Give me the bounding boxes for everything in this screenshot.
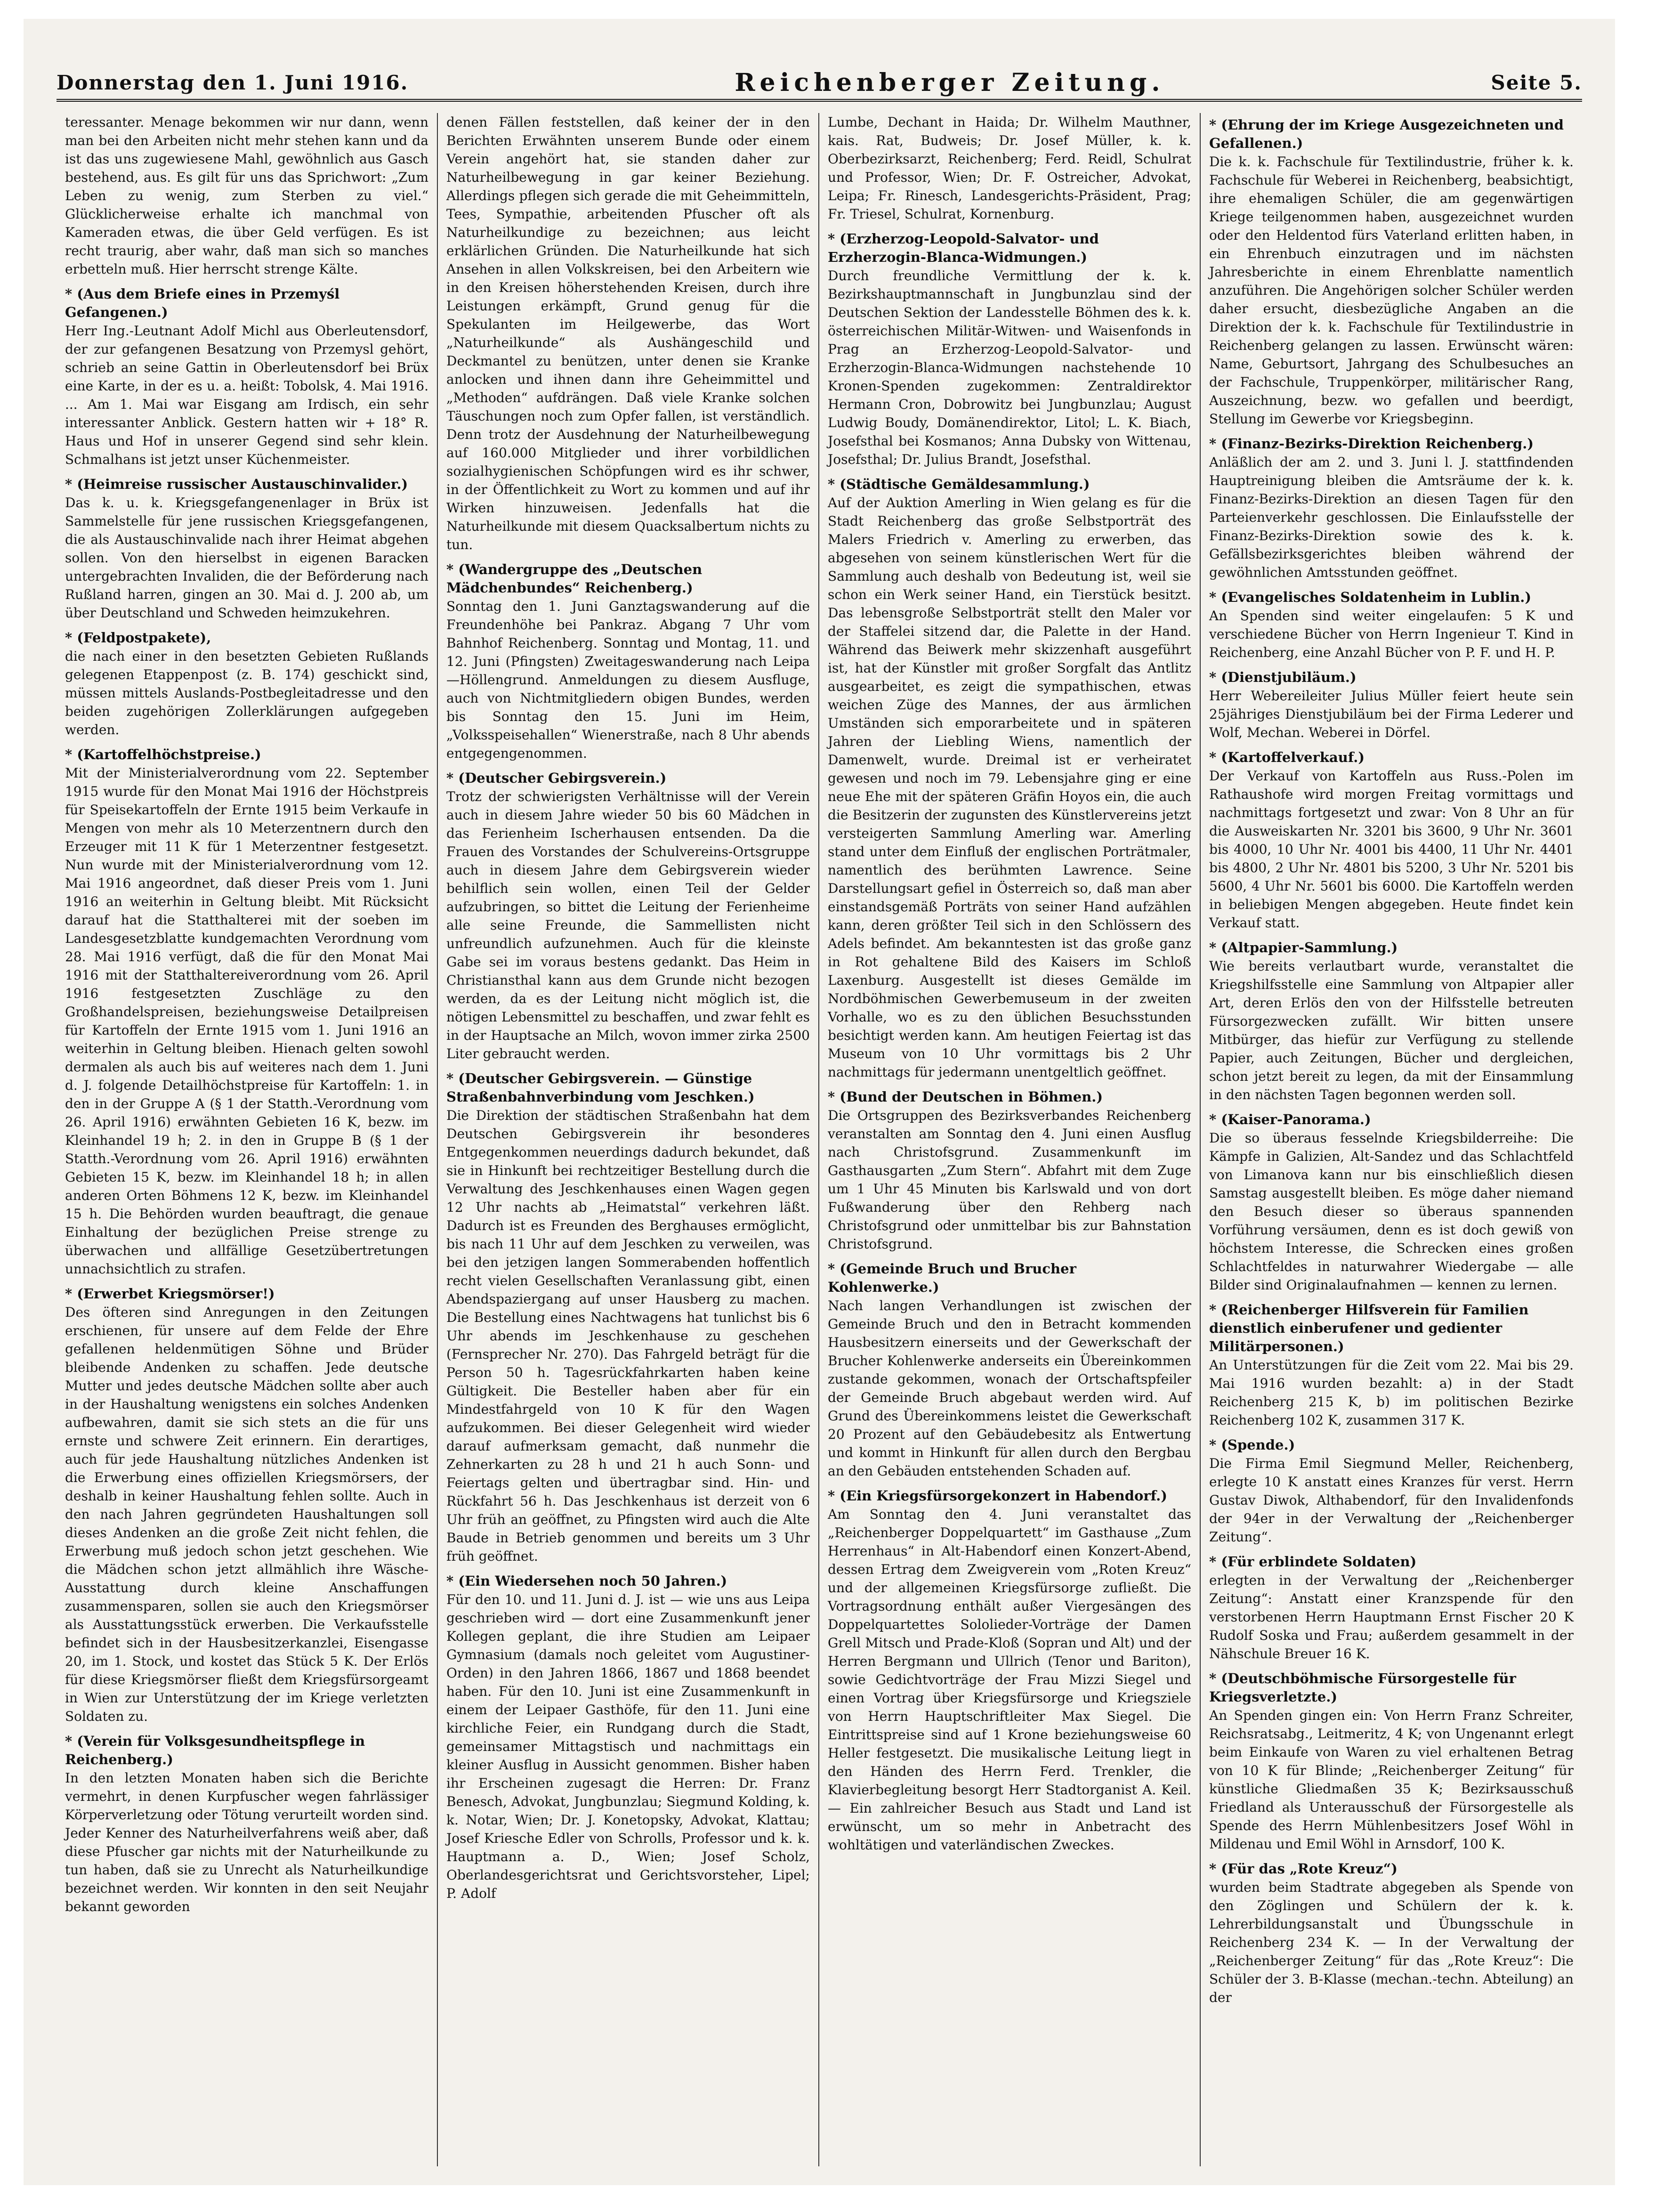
news-item-headline: * (Feldpostpakete),: [65, 630, 211, 646]
news-item-text: denen Fällen feststellen, daß keiner der in den Berichten Erwähnten unserem Bunde oder einem Verein angehört hat, sie standen daher zur Naturheilbewegung in gar keiner Beziehung. Allerdings pflegen sich gerade die mit Geheimmitteln, Tees, Sympathie, arbeitenden Pfuscher oft als Naturheilkundige zu bezeichnen; aus leicht erklärlichen Gründen. Die Naturheilkunde hat sich Ansehen in allen Volkskreisen, bei den Arbeitern wie in den Kreisen höherstehenden Kreisen, durch ihre Leistungen erkämpft, Grund genug für die Spekulanten im Heilgewerbe, das Wort „Naturheilkunde“ als Aushängeschild und Deckmantel zu benützen, unter denen sie Kranke anlocken und ihnen dann ihre Geheimmittel und „Methoden“ aufdrängen. Daß viele Kranke solchen Täuschungen noch zum Opfer fallen, ist verständlich. Denn trotz der Ausdehnung der Naturheilbewegung auf 160.000 Mitglieder und ihrer vorbildlichen sozialhygienischen Schöpfungen wird es ihr schwer, in der Öffentlichkeit zu Wort zu kommen und auf ihr Wirken hinzuweisen. Jedenfalls hat die Naturheilkunde mit diesem Quacksalbertum nichts zu tun.: [446, 114, 810, 552]
news-item-text: Nach langen Verhandlungen ist zwischen der Gemeinde Bruch und den in Betracht kommenden Hausbesitzern einerseits und der Gewerkschaft der Brucher Kohlenwerke anderseits ein Übereinkommen zustande gekommen, wonach der Ortschaftspfeiler der Gemeinde Bruch abgebaut werden wird. Auf Grund des Übereinkommens leistet die Gewerkschaft 20 Prozent auf den Gebäudebesitz als Entwertung und kommt in Hinkunft für allen durch den Bergbau an den Gebäuden entstehenden Schaden auf.: [828, 1298, 1191, 1479]
news-item: [828, 113, 1191, 223]
news-item-text: wurden beim Stadtrate abgegeben als Spende von den Zöglingen und Schülern der k. k. Lehrerbildungsanstalt und Übungsschule in Reichenberg 234 K. — In der Verwaltung der „Reichenberger Zeitung“ für das „Rote Kreuz“: Die Schüler der 3. B-Klasse (mechan.-techn. Abteilung) an der: [1209, 1880, 1574, 2005]
news-item-headline: * (Deutscher Gebirgsverein. — Günstige Straßenbahnverbindung vom Jeschken.): [446, 1070, 755, 1105]
news-item-text: An Spenden gingen ein: Von Herrn Franz Schreiter, Reichsratsabg., Leitmeritz, 4 K; von Ungenannt erlegt beim Einkaufe von Waren zu viel erhaltenen Betrag von 10 K für Blinde; „Reichenberger Zeitung“ für künstliche Gliedmaßen 35 K; Bezirksausschuß Friedland als Unterausschuß der Fürsorgestelle als Spende des Herrn Mühlenbesitzers Josef Wöhl in Mildenau und Emil Wöhl in Arnsdorf, 100 K.: [1209, 1708, 1574, 1852]
column-4: [1201, 113, 1582, 2166]
news-item-headline: * (Kartoffelhöchstpreise.): [65, 746, 261, 762]
news-item-headline: * (Reichenberger Hilfsverein für Familien dienstlich einberufener und gedienter Militärpersonen.): [1209, 1302, 1529, 1354]
newspaper-page: [24, 19, 1615, 2185]
news-item-headline: * (Deutschböhmische Fürsorgestelle für Kriegsverletzte.): [1209, 1670, 1516, 1705]
newspaper-title: Reichenberger Zeitung.: [735, 68, 1165, 97]
news-item: [446, 560, 810, 762]
news-item-headline: * (Bund der Deutschen in Böhmen.): [828, 1089, 1103, 1105]
news-item-headline: * (Finanz-Bezirks-Direktion Reichenberg.): [1209, 436, 1534, 452]
news-item: [1209, 1553, 1574, 1663]
news-item: [65, 745, 428, 1278]
news-item: [828, 1487, 1191, 1854]
news-item: [446, 769, 810, 1063]
news-item-headline: * (Für erblindete Soldaten): [1209, 1554, 1417, 1570]
news-item: [1209, 116, 1574, 428]
news-item-headline: * (Dienstjubiläum.): [1209, 669, 1357, 685]
news-item: [1209, 1110, 1574, 1294]
news-item-text: Die Firma Emil Siegmund Meller, Reichenberg, erlegte 10 K anstatt eines Kranzes für verst. Herrn Gustav Diwok, Althabendorf, für den Invalidenfonds der 94er in der Verwaltung der „Reichenberger Zeitung“.: [1209, 1456, 1574, 1545]
news-item-headline: * (Aus dem Briefe eines in Przemyśl Gefangenen.): [65, 286, 340, 320]
news-item-text: Für den 10. und 11. Juni d. J. ist — wie uns aus Leipa geschrieben wird — dort eine Zusammenkunft jener Kollegen geplant, die ihre Studien am Leipaer Gymnasium (damals noch geleitet vom Augustiner-Orden) in den Jahren 1866, 1867 und 1868 beendet haben. Für den 10. Juni ist eine Zusammenkunft in einem der Leipaer Gasthöfe, für den 11. Juni eine kirchliche Feier, ein Rundgang durch die Stadt, gemeinsamer Mittagstisch und nachmittags ein kleiner Ausflug in Aussicht genommen. Bisher haben ihr Erscheinen zugesagt die Herren: Dr. Franz Benesch, Advokat, Jungbunzlau; Siegmund Kolding, k. k. Notar, Wien; Dr. J. Konetopsky, Advokat, Klattau; Josef Kriesche Edler von Schrolls, Professor und k. k. Hauptmann a. D., Wien; Josef Scholz, Oberlandesgerichtsrat und Gerichtsvorsteher, Lipel; P. Adolf: [446, 1592, 810, 1901]
news-item: [1209, 939, 1574, 1104]
news-item-headline: * (Kartoffelverkauf.): [1209, 749, 1365, 765]
page-number: Seite 5.: [1491, 71, 1582, 94]
news-item-text: Die so überaus fesselnde Kriegsbilderreihe: Die Kämpfe in Galizien, Alt-Sandez und das Schlachtfeld von Limanova kann nur bis einschließlich diesen Samstag ausgestellt bleiben. Es möge daher niemand den Besuch dieser so überaus spannenden Vorführung versäumen, denn es ist doch gewiß von höchstem Interesse, die Schrecken eines großen Schlachtfeldes in naturwahrer Wiedergabe — alle Bilder sind Originalaufnahmen — kennen zu lernen.: [1209, 1130, 1574, 1293]
news-item-text: Herr Webereileiter Julius Müller feiert heute sein 25jähriges Dienstjubiläum bei der Firma Lederer und Wolf, Mechan. Weberei in Dörfel.: [1209, 688, 1574, 740]
news-item: [1209, 1669, 1574, 1853]
news-item-headline: * (Deutscher Gebirgsverein.): [446, 770, 667, 786]
news-item: [446, 1070, 810, 1565]
news-item: [1209, 1301, 1574, 1429]
news-item-headline: * (Ein Wiedersehen noch 50 Jahren.): [446, 1573, 727, 1589]
news-item-text: An Spenden sind weiter eingelaufen: 5 K und verschiedene Bücher von Herrn Ingenieur T. Kind in Reichenberg, eine Anzahl Bücher von P. F. und H. P.: [1209, 608, 1574, 660]
news-item: [65, 475, 428, 622]
news-item-text: Am Sonntag den 4. Juni veranstaltet das „Reichenberger Doppelquartett“ im Gasthause „Zum Herrenhaus“ in Alt-Habendorf einen Konzert-Abend, dessen Ertrag dem Zweigverein vom „Roten Kreuz“ und der allgemeinen Kriegsfürsorge zufließt. Die Vortragsordnung enthält außer Viergesängen des Doppelquartettes Sololieder-Vorträge der Damen Grell Mitsch und Prade-Kloß (Sopran und Alt) und der Herren Bergmann und Ullrich (Tenor und Bariton), sowie Gedichtvorträge der Frau Mizzi Siegel und einen Vortrag über Kriegsfürsorge und Kriegsziele von Herrn Hauptschriftleiter Max Siegel. Die Eintrittspreise sind auf 1 Krone beziehungsweise 60 Heller festgesetzt. Die musikalische Leitung liegt in den Händen des Herrn Ferd. Trenkler, die Klavierbegleitung besorgt Herr Stadtorganist A. Keil. — Ein zahlreicher Besuch aus Stadt und Land ist erwünscht, um so mehr in Anbetracht des wohltätigen und vaterländischen Zweckes.: [828, 1507, 1191, 1853]
news-item: [446, 113, 810, 554]
news-item-text: An Unterstützungen für die Zeit vom 22. Mai bis 29. Mai 1916 wurden bezahlt: a) in der Stadt Reichenberg 215 K, b) im politischen Bezirke Reichenberg 102 K, zusammen 317 K.: [1209, 1357, 1574, 1428]
column-1: [57, 113, 438, 2166]
news-item-text: Die Ortsgruppen des Bezirksverbandes Reichenberg veranstalten am Sonntag den 4. Juni einen Ausflug nach Christofsgrund. Zusammenkunft im Gasthausgarten „Zum Stern“. Abfahrt mit dem Zuge um 1 Uhr 45 Minuten bis Karlswald und von dort Fußwanderung über den Rehberg nach Christofsgrund oder unmittelbar bis zur Bahnstation Christofsgrund.: [828, 1108, 1191, 1252]
news-item: [1209, 668, 1574, 742]
news-item-headline: * (Heimreise russischer Austauschinvalider.): [65, 476, 408, 492]
news-item-headline: * (Ein Kriegsfürsorgekonzert in Habendorf.): [828, 1488, 1167, 1504]
news-item-text: teressanter. Menage bekommen wir nur dann, wenn man bei den Arbeiten nicht mehr stehen kann und da ist das uns zugewiesene Mahl, gewöhnlich aus Gasch bestehend, aus. Es gilt für uns das Sprichwort: „Zum Leben zu wenig, zum Sterben zu viel.“ Glücklicherweise erhalte ich manchmal von Kameraden etwas, die über Geld verfügen. Es ist recht traurig, aber wahr, daß man sich so manches erbetteln muß. Hier herrscht strenge Kälte.: [65, 114, 428, 277]
news-item: [1209, 588, 1574, 662]
news-item-text: Sonntag den 1. Juni Ganztagswanderung auf die Freundenhöhe bei Pankraz. Abgang 7 Uhr vom Bahnhof Reichenberg. Sonntag und Montag, 11. und 12. Juni (Pfingsten) Zweitageswanderung nach Leipa—Höllengrund. Anmeldungen zu diesem Ausfluge, auch von Nichtmitgliedern obigen Bundes, werden bis Sonntag den 15. Juni im Heim, „Volksspeisehallen“ Wienerstraße, nach 8 Uhr abends entgegengenommen.: [446, 599, 810, 761]
news-item: [65, 113, 428, 278]
news-item-headline: * (Altpapier-Sammlung.): [1209, 940, 1398, 956]
issue-date: Donnerstag den 1. Juni 1916.: [57, 71, 409, 94]
news-item-headline: * (Evangelisches Soldatenheim in Lublin.): [1209, 589, 1532, 605]
column-2: [438, 113, 819, 2166]
news-item: [1209, 748, 1574, 932]
news-item-text: Des öfteren sind Anregungen in den Zeitungen erschienen, für unsere auf dem Felde der Ehre gefallenen heldenmütigen Söhne und Brüder bleibende Andenken zu schaffen. Jede deutsche Mutter und jedes deutsche Mädchen sollte aber auch in der Haushaltung wenigstens ein solches Andenken aufbewahren, damit sie sich stets an die für uns ernste und schwere Zeit erinnern. Ein derartiges, auch für jede Haushaltung nützliches Andenken ist die Erwerbung eines offiziellen Kriegsmörsers, der deshalb in keiner Haushaltung fehlen sollte. Auch in den nach Jahren gegründeten Haushaltungen soll dieses Andenken an die große Zeit nicht fehlen, die Erwerbung muß jedoch schon jetzt geschehen. Wie die Mädchen schon jetzt allmählich ihre Wäsche-Ausstattung durch kleine Anschaffungen zusammensparen, sollen sie auch den Kriegsmörser als Ausstattungsstück erwerben. Die Verkaufsstelle befindet sich in der Hausbesitzerkanzlei, Eisengasse 20, im 1. Stock, und kostet das Stück 5 K. Der Erlös für diese Kriegsmörser fließt dem Kriegsfürsorgeamt in Wien zur Unterstützung der im Kriege verletzten Soldaten zu.: [65, 1305, 428, 1724]
news-item-text: Trotz der schwierigsten Verhältnisse will der Verein auch in diesem Jahre wieder 50 bis 60 Mädchen in das Ferienheim Ischerhausen entsenden. Da die Frauen des Vorstandes der Schulvereins-Ortsgruppe auch in diesem Jahre dem Gebirgsverein wieder behilflich sein wollen, einen Teil der Gelder aufzubringen, so bittet die Leitung der Ferienheime alle seine Freunde, die Sammellisten nicht unfreundlich aufzunehmen. Auch für die kleinste Gabe sei im voraus bestens gedankt. Das Heim in Christiansthal kann aus dem Grunde nicht bezogen werden, da es der Leitung nicht möglich ist, die nötigen Lebensmittel zu beschaffen, und zwar fehlt es in der Hauptsache an Milch, wovon immer zirka 2500 Liter gebraucht werden.: [446, 789, 810, 1061]
news-item-text: Auf der Auktion Amerling in Wien gelang es für die Stadt Reichenberg das große Selbstporträt des Malers Friedrich v. Amerling zu erwerben, das abgesehen von seinem künstlerischen Wert für die Sammlung auch deshalb von Bedeutung ist, weil sie schon ein Werk seiner Hand, ein Tierstück besitzt. Das lebensgroße Selbstporträt stellt den Maler vor der Staffelei sitzend dar, die Palette in der Hand. Während das Beiwerk mehr skizzenhaft ausgeführt ist, hat der Künstler mit großer Sorgfalt das Antlitz ausgearbeitet, es zeigt die sympathischen, etwas weichen Züge des Mannes, der aus ärmlichen Umständen sich emporarbeitete und in späteren Jahren der Liebling Wiens, namentlich der Damenwelt, wurde. Dreimal ist er verheiratet gewesen und noch im 79. Lebensjahre ging er eine neue Ehe mit der späteren Gräfin Hoyos ein, die auch die Besitzerin der zugunsten des Künstlervereins jetzt versteigerten Sammlung Amerling war. Amerling stand unter dem Einfluß der englischen Porträtmaler, namentlich des berühmten Lawrence. Seine Darstellungsart gefiel in Österreich so, daß man aber einstandsgemäß Porträts von seiner Hand aufzählen kann, deren größter Teil sich in den Schlössern des Adels befindet. Am bekanntesten ist das große ganz in Rot gehaltene Bild des Kaisers im Schloß Laxenburg. Ausgestellt ist dieses Gemälde im Nordböhmischen Gewerbemuseum in der zweiten Vorhalle, wo es zu den üblichen Besuchsstunden besichtigt werden kann. Am heutigen Feiertag ist das Museum von 10 Uhr vormittags bis 2 Uhr nachmittags für jedermann unentgeltlich geöffnet.: [828, 495, 1191, 1080]
article-columns: [57, 113, 1582, 2166]
news-item-text: erlegten in der Verwaltung der „Reichenberger Zeitung“: Anstatt einer Kranzspende für den verstorbenen Herrn Hauptmann Ernst Fischer 20 K Rudolf Soska und Frau; außerdem gesammelt in der Nähschule Breuer 16 K.: [1209, 1572, 1574, 1661]
news-item-text: Der Verkauf von Kartoffeln aus Russ.-Polen im Rathaushofe wird morgen Freitag vormittags und nachmittags fortgesetzt und zwar: Von 8 Uhr an für die Ausweiskarten Nr. 3201 bis 3600, 9 Uhr Nr. 3601 bis 4000, 10 Uhr Nr. 4001 bis 4400, 11 Uhr Nr. 4401 bis 4800, 2 Uhr Nr. 4801 bis 5200, 3 Uhr Nr. 5201 bis 5600, 4 Uhr Nr. 5601 bis 6000. Die Kartoffeln werden in beliebigen Mengen abgegeben. Heute findet kein Verkauf statt.: [1209, 768, 1574, 931]
news-item-headline: * (Gemeinde Bruch und Brucher Kohlenwerke.): [828, 1261, 1076, 1295]
news-item: [446, 1572, 810, 1903]
news-item-text: Durch freundliche Vermittlung der k. k. Bezirkshauptmannschaft in Jungbunzlau sind der Deutschen Sektion der Landesstelle Böhmen des k. k. österreichischen Militär-Witwen- und Waisenfonds in Prag an Erzherzog-Leopold-Salvator- und Erzherzogin-Blanca-Widmungen nachstehende 10 Kronen-Spenden zugekommen: Zentraldirektor Hermann Cron, Dobrowitz bei Jungbunzlau; August Ludwig Boudy, Domänendirektor, Litol; L. K. Biach, Josefsthal bei Kosmanos; Anna Dubsky von Wittenau, Josefsthal; Dr. Julius Brandt, Josefsthal.: [828, 268, 1191, 467]
news-item-headline: * (Städtische Gemäldesammlung.): [828, 476, 1090, 492]
news-item: [65, 629, 428, 739]
news-item: [1209, 1436, 1574, 1546]
news-item-text: Herr Ing.-Leutnant Adolf Michl aus Oberleutensdorf, der zur gefangenen Besatzung von Przemysl gehört, schrieb an seine Gattin in Oberleutensdorf bei Brüx eine Karte, in der es u. a. heißt: Tobolsk, 4. Mai 1916. ... Am 1. Mai war Eisgang am Irdisch, ein sehr interessanter Anblick. Gestern hatten wir + 18° R. Haus und Hof in unserer Gegend sind sehr klein. Schmalhans ist jetzt unser Küchenmeister.: [65, 323, 428, 467]
news-item: [65, 1732, 428, 1916]
news-item: [828, 475, 1191, 1081]
news-item-headline: * (Erwerbet Kriegsmörser!): [65, 1286, 275, 1302]
news-item-headline: * (Erzherzog-Leopold-Salvator- und Erzherzogin-Blanca-Widmungen.): [828, 231, 1099, 265]
news-item: [828, 1088, 1191, 1253]
news-item-text: Lumbe, Dechant in Haida; Dr. Wilhelm Mauthner, kais. Rat, Budweis; Dr. Josef Müller, k. k. Oberbezirksarzt, Reichenberg; Ferd. Reidl, Schulrat und Professor, Wien; Dr. F. Ostreicher, Advokat, Leipa; Fr. Rinesch, Landesgerichts-Präsident, Prag; Fr. Triesel, Schulrat, Kornenburg.: [828, 114, 1191, 222]
masthead: [57, 66, 1582, 102]
news-item-text: In den letzten Monaten haben sich die Berichte vermehrt, in denen Kurpfuscher wegen fahrlässiger Körperverletzung oder Tötung verurteilt worden sind. Jeder Kenner des Naturheilverfahrens weiß aber, daß diese Pfuscher gar nichts mit der Naturheilkunde zu tun haben, daß sie zu Unrecht als Naturheilkundige bezeichnet werden. Wir konnten in den seit Neujahr bekannt geworden: [65, 1770, 428, 1914]
news-item: [828, 1260, 1191, 1480]
news-item-text: Das k. u. k. Kriegsgefangenenlager in Brüx ist Sammelstelle für jene russischen Kriegsgefangenen, die als Austauschinvalide nach ihrer Heimat abgehen sollen. Von den hierselbst in eigenen Baracken untergebrachten Invaliden, die der Beförderung nach Rußland harren, gingen an 30. Mai d. J. 200 ab, um über Deutschland und Schweden heimzukehren.: [65, 495, 428, 621]
news-item-text: Die k. k. Fachschule für Textilindustrie, früher k. k. Fachschule für Weberei in Reichenberg, beabsichtigt, ihre ehemaligen Schüler, die am gegenwärtigen Kriege teilgenommen haben, ausgezeichnet wurden oder den Heldentod fürs Vaterland erlitten haben, in ein Ehrenbuch einzutragen und im nächsten Jahresberichte in einem Ehrenblatte namentlich anzuführen. Die Angehörigen solcher Schüler werden daher ersucht, diesbezügliche Angaben an die Direktion der k. k. Fachschule für Textilindustrie in Reichenberg gelangen zu lassen. Erwünscht wären: Name, Geburtsort, Jahrgang des Schulbesuches an der Fachschule, Truppenkörper, militärischer Rang, Auszeichnung, bezw. wo gefallen und beerdigt, Stellung im Gewerbe vor Kriegsbeginn.: [1209, 154, 1574, 427]
column-3: [819, 113, 1201, 2166]
news-item-headline: * (Ehrung der im Kriege Ausgezeichneten und Gefallenen.): [1209, 117, 1564, 151]
news-item-headline: * (Kaiser-Panorama.): [1209, 1111, 1371, 1127]
news-item-text: Anläßlich der am 2. und 3. Juni l. J. stattfindenden Hauptreinigung bleiben die Amtsräume der k. k. Finanz-Bezirks-Direktion an diesen Tagen für den Parteienverkehr geschlossen. Die Einlaufsstelle der Finanz-Bezirks-Direktion sowie des k. k. Gefällsbezirksgerichtes bleiben während der gewöhnlichen Amtsstunden geöffnet.: [1209, 454, 1574, 580]
news-item-text: die nach einer in den besetzten Gebieten Rußlands gelegenen Etappenpost (z. B. 174) geschickt sind, müssen mittels Auslands-Postbegleitadresse und den beiden zugehörigen Zollerklärungen aufgegeben werden.: [65, 648, 428, 737]
news-item-headline: * (Für das „Rote Kreuz“): [1209, 1861, 1397, 1877]
news-item: [1209, 435, 1574, 582]
news-item: [65, 285, 428, 469]
news-item-headline: * (Verein für Volksgesundheitspflege in Reichenberg.): [65, 1733, 365, 1767]
news-item: [828, 230, 1191, 469]
news-item-text: Wie bereits verlautbart wurde, veranstaltet die Kriegshilfsstelle eine Sammlung von Altpapier aller Art, deren Erlös den von der Hilfsstelle betreuten Fürsorgezwecken zufällt. Wir bitten unsere Mitbürger, das hiefür zur Verfügung zu stellende Papier, auch Zeitungen, Bücher und dergleichen, schon jetzt bereit zu legen, da mit der Einsammlung in den nächsten Tagen begonnen werden soll.: [1209, 958, 1574, 1102]
news-item-headline: * (Spende.): [1209, 1437, 1295, 1453]
news-item: [65, 1285, 428, 1726]
news-item-headline: * (Wandergruppe des „Deutschen Mädchenbundes“ Reichenberg.): [446, 561, 703, 596]
news-item-text: Die Direktion der städtischen Straßenbahn hat dem Deutschen Gebirgsverein ihr besonderes Entgegenkommen neuerdings dadurch bekundet, daß sie in Hinkunft bei rechtzeitiger Bestellung durch die Verwaltung des Jeschkenhauses einen Wagen gegen 12 Uhr nachts ab „Heimatstal“ verkehren läßt. Dadurch ist es Freunden des Berghauses ermöglicht, bis nach 11 Uhr auf dem Jeschken zu verweilen, was bei den jetzigen langen Sommerabenden hoffentlich recht vielen Gesellschaften Veranlassung gibt, einen Abendspaziergang auf unser Hausberg zu machen. Die Bestellung eines Nachtwagens hat tunlichst bis 6 Uhr abends im Jeschkenhause zu geschehen (Fernsprecher Nr. 270). Das Fahrgeld beträgt für die Person 50 h. Tagesrückfahrkarten haben keine Gültigkeit. Die Besteller haben aber für ein Mindestfahrgeld von 10 K für den Wagen aufzukommen. Bei dieser Gelegenheit wird wieder darauf aufmerksam gemacht, daß nunmehr die Zehnerkarten zu 28 h und 21 h auch Sonn- und Feiertags gelten und übertragbar sind. Hin- und Rückfahrt 56 h. Das Jeschkenhaus ist derzeit von 6 Uhr früh an geöffnet, zu Pfingsten wird auch die Alte Baude in Betrieb genommen und bereits um 3 Uhr früh geöffnet.: [446, 1108, 810, 1564]
news-item-text: Mit der Ministerialverordnung vom 22. September 1915 wurde für den Monat Mai 1916 der Höchstpreis für Speisekartoffeln der Ernte 1915 beim Verkaufe in Mengen von mehr als 10 Meterzentnern durch den Erzeuger mit 11 K für 1 Meterzentner festgesetzt. Nun wurde mit der Ministerialverordnung vom 12. Mai 1916 angeordnet, daß dieser Preis vom 1. Juni 1916 an weiterhin in Geltung bleibt. Mit Rücksicht darauf hat die Statthalterei mit der soeben im Landesgesetzblatte kundgemachten Verordnung vom 28. Mai 1916 verfügt, daß die für den Monat Mai 1916 mit der Statthaltereiverordnung vom 26. April 1916 festgesetzten Zuschläge zu den Großhandelspreisen, beziehungsweise Detailpreisen für Kartoffeln der Ernte 1915 vom 1. Juni 1916 an weiterhin in Geltung bleiben. Hienach gelten sowohl dermalen als auch bis auf weiteres nach dem 1. Juni d. J. folgende Detailhöchstpreise für Kartoffeln: 1. in den in der Gruppe A (§ 1 der Statth.-Verordnung vom 26. April 1916) erwähnten Gebieten 16 K, bezw. im Kleinhandel 19 h; 2. in den in Gruppe B (§ 1 der Statth.-Verordnung vom 26. April 1916) erwähnten Gebieten 15 K, bezw. im Kleinhandel 18 h; in allen anderen Orten Böhmens 12 K, bezw. im Kleinhandel 15 h. Die Behörden wurden beauftragt, die genaue Einhaltung der bezüglichen Preise strenge zu überwachen und allfällige Gesetzübertretungen unnachsichtlich zu strafen.: [65, 765, 428, 1277]
news-item: [1209, 1860, 1574, 2007]
